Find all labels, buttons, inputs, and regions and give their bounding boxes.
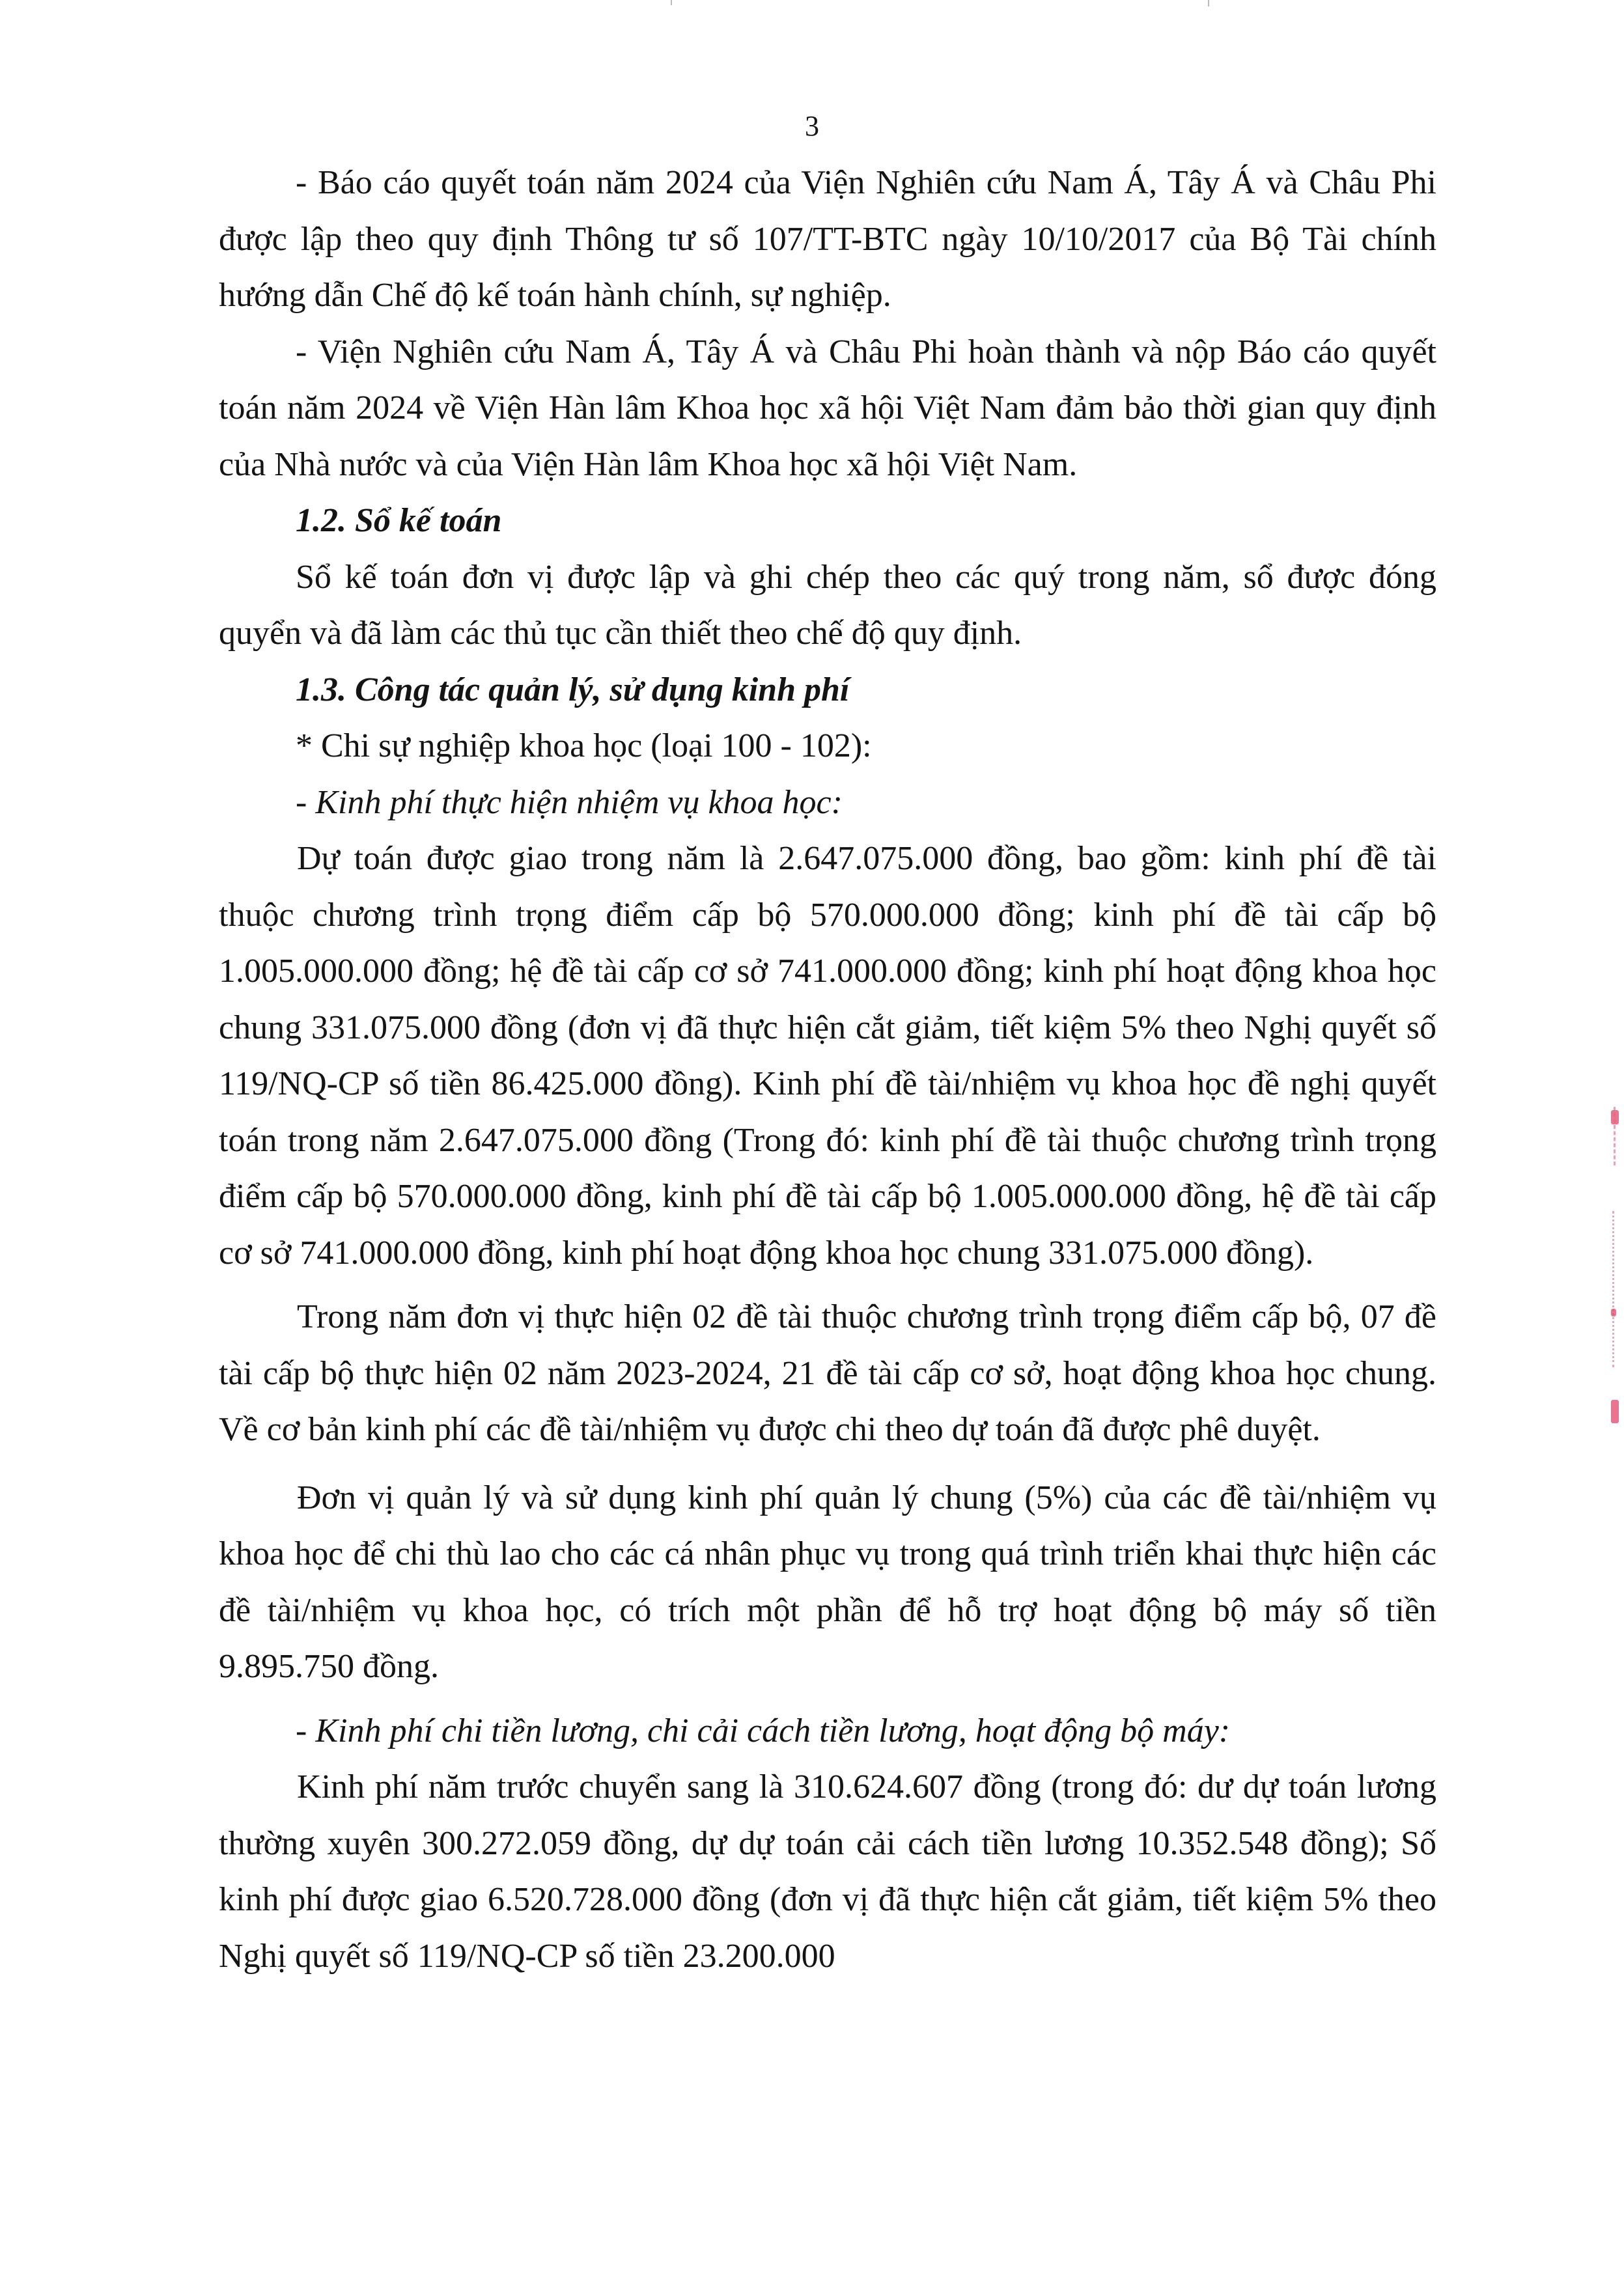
paragraph-salary-funding: Kinh phí năm trước chuyển sang là 310.624.607 đồng (trong đó: dư dự toán lương thường xuyên 300.272.059 đồng, dự dự toán cải cách tiền lương 10.352.548 đồng); Số kinh phí được giao 6.520.728.000 đồng (đơn vị đã thực hiện cắt giảm, tiết kiệm 5% theo Nghị quyết số 119/NQ-CP số tiền 23.200.000 <box>219 1768 1436 1975</box>
paragraph-general-management-fund: Đơn vị quản lý và sử dụng kinh phí quản lý chung (5%) của các đề tài/nhiệm vụ khoa học để chi thù lao cho các cá nhân phục vụ trong quá trình triển khai thực hiện các đề tài/nhiệm vụ khoa học, có trích một phần để hỗ trợ hoạt động bộ máy số tiền 9.895.750 đồng. <box>219 1479 1436 1685</box>
stamp-fragment <box>1612 1211 1617 1367</box>
section-heading-funding-management: 1.3. Công tác quản lý, sử dụng kinh phí <box>296 671 850 708</box>
page-number: 3 <box>805 110 819 142</box>
stamp-fragment <box>1611 1309 1616 1316</box>
subsection-salary-funding: - Kinh phí chi tiền lương, chi cải cách tiền lương, hoạt động bộ máy: <box>296 1712 1231 1749</box>
paragraph-budget-allocation: Dự toán được giao trong năm là 2.647.075.000 đồng, bao gồm: kinh phí đề tài thuộc chương trình trọng điểm cấp bộ 570.000.000 đồng; kinh phí đề tài cấp bộ 1.005.000.000 đồng; hệ đề tài cấp cơ sở 741.000.000 đồng; kinh phí hoạt động khoa học chung 331.075.000 đồng (đơn vị đã thực hiện cắt giảm, tiết kiệm 5% theo Nghị quyết số 119/NQ-CP số tiền 86.425.000 đồng). Kinh phí đề tài/nhiệm vụ khoa học đề nghị quyết toán trong năm 2.647.075.000 đồng (Trong đó: kinh phí đề tài thuộc chương trình trọng điểm cấp bộ 570.000.000 đồng, kinh phí đề tài cấp bộ 1.005.000.000 đồng, hệ đề tài cấp cơ sở 741.000.000 đồng, kinh phí hoạt động khoa học chung 331.075.000 đồng). <box>219 840 1436 1272</box>
document-body <box>219 155 1436 1985</box>
section-heading-accounting-books: 1.2. Sổ kế toán <box>296 502 502 539</box>
subsection-science-expenditure: * Chi sự nghiệp khoa học (loại 100 - 102): <box>296 727 872 764</box>
paragraph-report-basis: - Báo cáo quyết toán năm 2024 của Viện Nghiên cứu Nam Á, Tây Á và Châu Phi được lập theo quy định Thông tư số 107/TT-BTC ngày 10/10/2017 của Bộ Tài chính hướng dẫn Chế độ kế toán hành chính, sự nghiệp. <box>219 164 1436 314</box>
subsection-science-tasks-funding: - Kinh phí thực hiện nhiệm vụ khoa học: <box>296 783 843 821</box>
stamp-fragment <box>1614 1107 1618 1165</box>
paragraph-accounting-books: Sổ kế toán đơn vị được lập và ghi chép theo các quý trong năm, sổ được đóng quyển và đã làm các thủ tục cần thiết theo chế độ quy định. <box>219 558 1436 652</box>
stamp-fragment <box>1611 1400 1619 1423</box>
paragraph-report-submission: - Viện Nghiên cứu Nam Á, Tây Á và Châu Phi hoàn thành và nộp Báo cáo quyết toán năm 2024 về Viện Hàn lâm Khoa học xã hội Việt Nam đảm bảo thời gian quy định của Nhà nước và của Viện Hàn lâm Khoa học xã hội Việt Nam. <box>219 333 1436 483</box>
paragraph-projects-implemented: Trong năm đơn vị thực hiện 02 đề tài thuộc chương trình trọng điểm cấp bộ, 07 đề tài cấp bộ thực hiện 02 năm 2023-2024, 21 đề tài cấp cơ sở, hoạt động khoa học chung. Về cơ bản kinh phí các đề tài/nhiệm vụ được chi theo dự toán đã được phê duyệt. <box>219 1298 1436 1448</box>
scan-artifact <box>671 0 672 5</box>
scan-artifact <box>1208 0 1209 7</box>
